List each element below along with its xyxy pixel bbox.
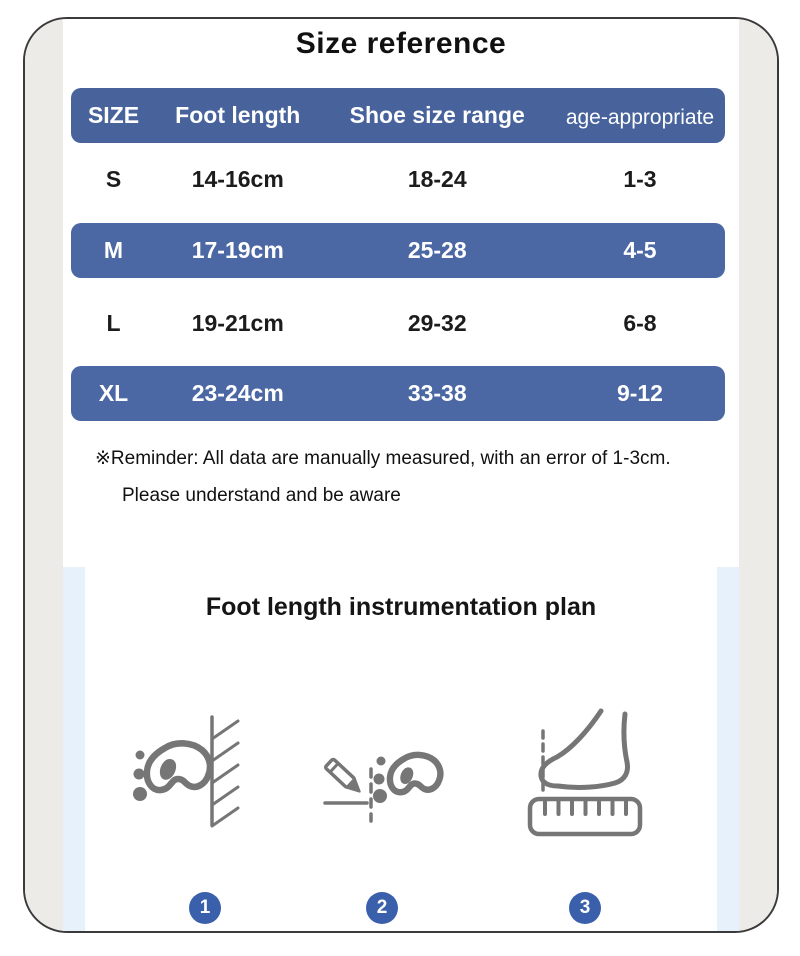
step-2-badge: 2 bbox=[366, 892, 398, 924]
table-row-l bbox=[71, 296, 725, 351]
step-3-badge: 3 bbox=[569, 892, 601, 924]
table-row-xl bbox=[71, 366, 725, 421]
step-1-badge: 1 bbox=[189, 892, 221, 924]
cell-size: M bbox=[103, 237, 124, 263]
cell-size: XL bbox=[98, 380, 129, 406]
cell-age: 9-12 bbox=[616, 380, 663, 406]
header-cell-size: SIZE bbox=[87, 102, 140, 128]
cell-age: 1-3 bbox=[623, 166, 657, 192]
cell-shoe-range: 29-32 bbox=[407, 310, 467, 336]
cell-size: L bbox=[106, 310, 121, 336]
table-row-s bbox=[71, 152, 725, 207]
size-chart-card bbox=[23, 17, 779, 933]
reminder-line-2: Please understand and be aware bbox=[122, 485, 401, 506]
cell-age: 4-5 bbox=[623, 237, 657, 263]
left-margin-strip bbox=[25, 19, 63, 931]
foot-heel-against-wall-icon bbox=[113, 699, 243, 839]
right-blue-strip bbox=[717, 567, 739, 931]
cell-shoe-range: 18-24 bbox=[407, 166, 467, 192]
cell-foot-length: 23-24cm bbox=[191, 380, 284, 406]
cell-shoe-range: 25-28 bbox=[407, 237, 467, 263]
measurement-section-title: Foot length instrumentation plan bbox=[205, 593, 597, 621]
cell-size: S bbox=[105, 166, 122, 192]
cell-foot-length: 14-16cm bbox=[191, 166, 284, 192]
header-cell-foot-length: Foot length bbox=[175, 102, 301, 128]
cell-foot-length: 17-19cm bbox=[191, 237, 284, 263]
reminder-line-1: ※Reminder: All data are manually measured, with an error of 1-3cm. bbox=[95, 448, 671, 469]
cell-shoe-range: 33-38 bbox=[407, 380, 467, 406]
cell-age: 6-8 bbox=[623, 310, 657, 336]
right-margin-strip bbox=[739, 19, 777, 931]
table-header-row bbox=[71, 88, 725, 143]
page-title: Size reference bbox=[295, 27, 507, 60]
cell-foot-length: 19-21cm bbox=[191, 310, 284, 336]
reminder-text bbox=[95, 449, 725, 505]
table-row-m bbox=[71, 223, 725, 278]
left-blue-strip bbox=[63, 567, 85, 931]
header-cell-shoe-range: Shoe size range bbox=[349, 102, 525, 128]
foot-on-ruler-icon bbox=[515, 689, 665, 849]
header-cell-age: age-appropriate bbox=[565, 105, 715, 129]
pencil-mark-toe-line-icon bbox=[315, 691, 465, 841]
